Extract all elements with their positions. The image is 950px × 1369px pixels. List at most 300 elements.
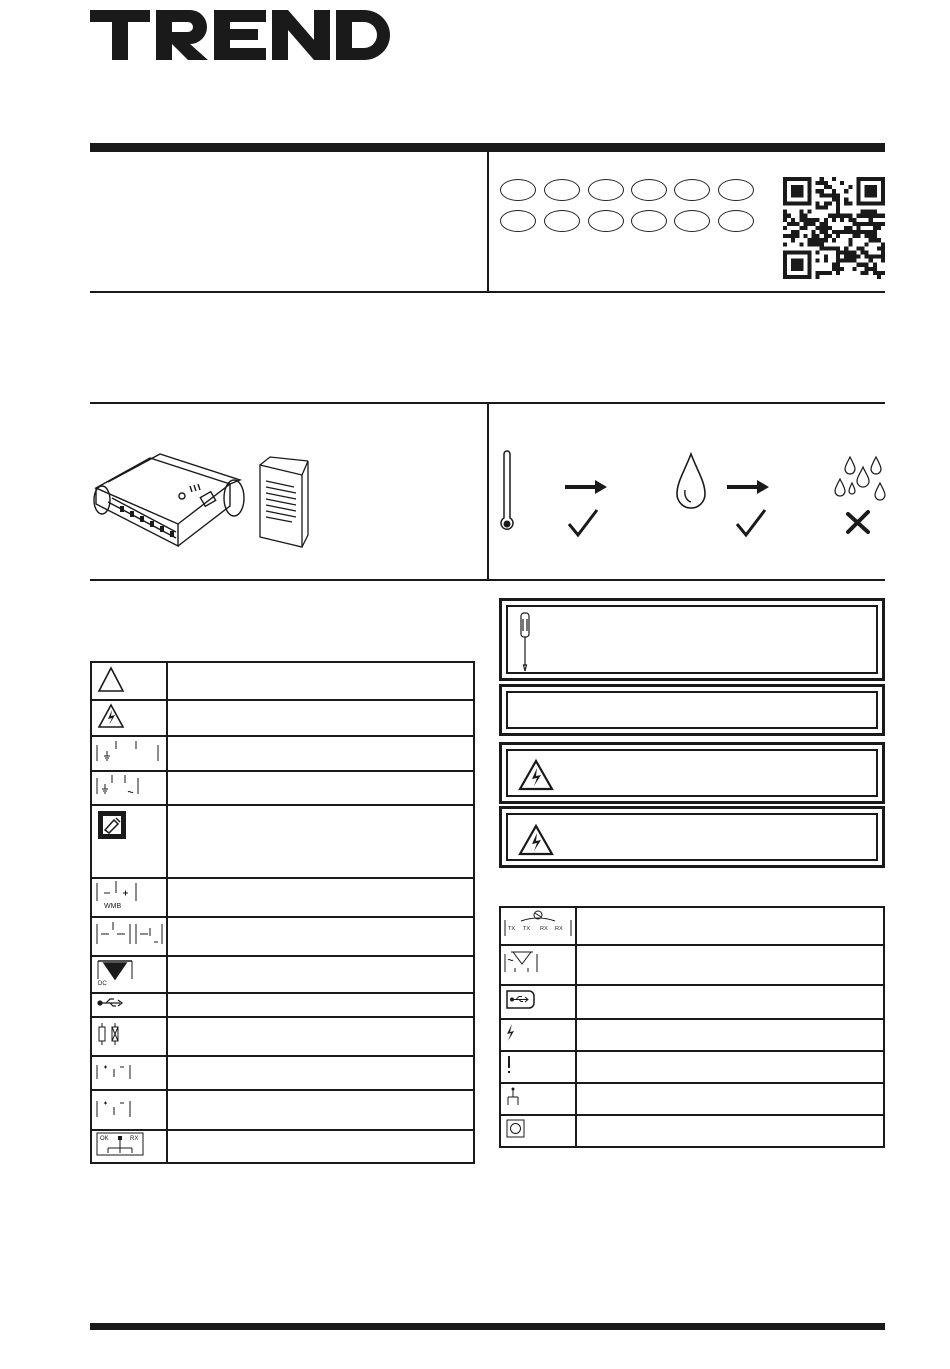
qr-module <box>816 242 820 246</box>
qr-module <box>816 259 820 263</box>
qr-module <box>869 230 873 234</box>
qr-module <box>832 193 836 197</box>
qr-module <box>787 177 791 181</box>
qr-module <box>832 218 836 222</box>
qr-module <box>783 201 787 205</box>
qr-module <box>795 230 799 234</box>
electric-shock-warning-box <box>499 742 885 804</box>
qr-module <box>836 271 840 275</box>
qr-module <box>791 259 795 263</box>
qr-module <box>783 250 787 254</box>
droplets-icon <box>830 455 888 503</box>
symbol-row <box>91 1056 474 1090</box>
qr-module <box>840 230 844 234</box>
qr-module <box>812 238 816 242</box>
qr-module <box>832 267 836 271</box>
symbol-description <box>576 1083 884 1115</box>
qr-module <box>799 250 803 254</box>
footer-rule <box>90 1323 885 1330</box>
svg-text:RX: RX <box>540 926 548 932</box>
qr-module <box>799 214 803 218</box>
qr-module <box>861 201 865 205</box>
screwdriver-icon <box>518 611 532 673</box>
qr-module <box>861 177 865 181</box>
qr-module <box>795 267 799 271</box>
language-oval[interactable] <box>588 210 624 232</box>
qr-module <box>881 189 885 193</box>
qr-module <box>803 201 807 205</box>
symbol-row <box>500 1083 884 1115</box>
qr-module <box>795 193 799 197</box>
qr-module <box>795 259 799 263</box>
language-oval[interactable] <box>631 179 667 201</box>
qr-module <box>852 230 856 234</box>
qr-module <box>877 255 881 259</box>
droplet-icon <box>674 452 708 512</box>
plus-minus-terminal-icon <box>91 1056 167 1090</box>
qr-module <box>836 259 840 263</box>
qr-module <box>824 259 828 263</box>
symbol-description <box>167 771 474 805</box>
qr-module <box>824 230 828 234</box>
symbol-row <box>500 907 884 945</box>
symbol-description <box>167 993 474 1017</box>
qr-module <box>799 263 803 267</box>
qr-module <box>844 250 848 254</box>
qr-module <box>869 214 873 218</box>
qr-module <box>840 181 844 185</box>
language-oval[interactable] <box>718 210 754 232</box>
qr-module <box>816 234 820 238</box>
qr-module <box>832 238 836 242</box>
qr-module <box>795 201 799 205</box>
qr-module <box>795 189 799 193</box>
qr-module <box>836 206 840 210</box>
qr-module <box>865 234 869 238</box>
qr-module <box>873 189 877 193</box>
qr-module <box>840 250 844 254</box>
cross-icon <box>844 510 872 536</box>
qr-module <box>799 177 803 181</box>
qr-module <box>852 267 856 271</box>
qr-module <box>812 218 816 222</box>
qr-module <box>807 181 811 185</box>
qr-module <box>865 185 869 189</box>
qr-module <box>816 201 820 205</box>
qr-module <box>840 214 844 218</box>
language-oval[interactable] <box>500 179 536 201</box>
qr-module <box>807 263 811 267</box>
network-icon <box>500 1083 576 1115</box>
qr-module <box>848 238 852 242</box>
qr-module <box>836 210 840 214</box>
qr-module <box>869 259 873 263</box>
qr-module <box>807 210 811 214</box>
svg-text:OK: OK <box>100 1136 109 1142</box>
qr-module <box>848 255 852 259</box>
qr-module <box>824 193 828 197</box>
qr-module <box>807 238 811 242</box>
language-oval[interactable] <box>674 179 710 201</box>
qr-module <box>791 267 795 271</box>
qr-module <box>807 197 811 201</box>
qr-module <box>844 214 848 218</box>
qr-module <box>865 255 869 259</box>
qr-module <box>877 201 881 205</box>
qr-module <box>791 189 795 193</box>
qr-module <box>832 214 836 218</box>
qr-module <box>820 242 824 246</box>
qr-module <box>795 222 799 226</box>
qr-module <box>852 234 856 238</box>
language-oval[interactable] <box>588 179 624 201</box>
qr-module <box>873 210 877 214</box>
qr-module <box>856 201 860 205</box>
qr-module <box>852 218 856 222</box>
symbol-row <box>91 700 474 736</box>
qr-module <box>877 271 881 275</box>
qr-module <box>807 271 811 275</box>
qr-module <box>844 201 848 205</box>
qr-module <box>869 189 873 193</box>
qr-module <box>877 275 881 279</box>
qr-module <box>807 177 811 181</box>
qr-module <box>783 181 787 185</box>
qr-module <box>877 226 881 230</box>
dual-terminal-icon <box>91 917 167 956</box>
qr-module <box>881 259 885 263</box>
symbol-description <box>167 662 474 700</box>
qr-module <box>828 234 832 238</box>
qr-module <box>836 193 840 197</box>
qr-module <box>812 222 816 226</box>
symbol-row <box>91 917 474 956</box>
manual-illustration <box>256 455 312 550</box>
language-oval[interactable] <box>718 179 754 201</box>
symbol-description <box>167 1130 474 1163</box>
qr-module <box>783 197 787 201</box>
qr-module <box>803 275 807 279</box>
qr-module <box>832 177 836 181</box>
usb-icon <box>91 993 167 1017</box>
qr-module <box>824 238 828 242</box>
controller-illustration <box>90 440 250 565</box>
qr-module <box>799 218 803 222</box>
qr-module <box>869 185 873 189</box>
qr-module <box>832 230 836 234</box>
qr-module <box>783 218 787 222</box>
qr-module <box>852 250 856 254</box>
qr-module <box>824 201 828 205</box>
qr-module <box>803 177 807 181</box>
language-oval[interactable] <box>544 210 580 232</box>
qr-module <box>873 271 877 275</box>
qr-module <box>840 259 844 263</box>
qr-module <box>861 214 865 218</box>
qr-module <box>824 222 828 226</box>
symbol-description <box>167 805 474 878</box>
qr-module <box>856 255 860 259</box>
wmb-terminal-icon <box>91 878 167 917</box>
qr-module <box>828 185 832 189</box>
qr-module <box>799 189 803 193</box>
qr-module <box>873 230 877 234</box>
qr-module <box>807 275 811 279</box>
qr-module <box>787 201 791 205</box>
qr-module <box>791 222 795 226</box>
svg-text:TX: TX <box>523 926 531 932</box>
qr-module <box>865 222 869 226</box>
qr-module <box>807 189 811 193</box>
earth-ac-terminal-icon <box>91 771 167 805</box>
qr-module <box>791 185 795 189</box>
symbol-row <box>500 985 884 1019</box>
qr-module <box>795 234 799 238</box>
qr-module <box>816 206 820 210</box>
qr-module <box>803 214 807 218</box>
symbol-description <box>167 1017 474 1056</box>
qr-module <box>836 267 840 271</box>
qr-module <box>861 250 865 254</box>
qr-module <box>848 185 852 189</box>
qr-module <box>881 222 885 226</box>
language-oval[interactable] <box>631 210 667 232</box>
symbol-description <box>167 956 474 993</box>
qr-module <box>848 201 852 205</box>
qr-module <box>856 193 860 197</box>
qr-module <box>856 263 860 267</box>
qr-module <box>873 214 877 218</box>
qr-module <box>820 181 824 185</box>
symbol-description <box>167 1090 474 1130</box>
qr-module <box>820 222 824 226</box>
qr-module <box>848 230 852 234</box>
qr-module <box>856 189 860 193</box>
symbol-row <box>500 1115 884 1147</box>
qr-module <box>828 214 832 218</box>
trend-logo <box>90 6 390 66</box>
qr-module <box>783 263 787 267</box>
qr-module <box>869 255 873 259</box>
qr-module <box>856 226 860 230</box>
notice-box <box>499 684 885 736</box>
svg-text:RX: RX <box>130 1136 139 1142</box>
qr-module <box>869 267 873 271</box>
qr-module <box>877 238 881 242</box>
svg-text:DC: DC <box>98 981 107 987</box>
qr-module <box>816 238 820 242</box>
qr-module <box>803 250 807 254</box>
qr-module <box>865 193 869 197</box>
qr-module <box>865 230 869 234</box>
symbol-row <box>91 662 474 700</box>
symbol-description <box>576 1019 884 1051</box>
tx-rx-comms-icon <box>500 907 576 945</box>
qr-module <box>869 234 873 238</box>
qr-module <box>783 259 787 263</box>
qr-module <box>873 201 877 205</box>
qr-module <box>844 230 848 234</box>
qr-module <box>873 185 877 189</box>
electric-shock-icon <box>91 700 167 736</box>
language-oval[interactable] <box>544 179 580 201</box>
qr-module <box>820 206 824 210</box>
qr-module <box>848 259 852 263</box>
header-rule <box>90 143 885 152</box>
qr-module <box>873 222 877 226</box>
qr-module <box>783 177 787 181</box>
qr-module <box>791 230 795 234</box>
qr-module <box>824 271 828 275</box>
qr-module <box>856 214 860 218</box>
language-selector <box>500 179 762 235</box>
qr-module <box>848 242 852 246</box>
qr-module <box>807 255 811 259</box>
qr-module <box>799 259 803 263</box>
qr-module <box>791 193 795 197</box>
symbol-description <box>576 1115 884 1147</box>
qr-module <box>824 234 828 238</box>
qr-module <box>869 218 873 222</box>
symbol-row <box>500 1019 884 1051</box>
qr-module <box>787 234 791 238</box>
ok-rx-network-icon <box>91 1130 167 1163</box>
qr-module <box>787 222 791 226</box>
check-icon <box>735 508 767 538</box>
qr-module <box>783 210 787 214</box>
qr-module <box>807 259 811 263</box>
qr-module <box>820 230 824 234</box>
qr-module <box>865 214 869 218</box>
qr-module <box>852 222 856 226</box>
qr-module <box>824 206 828 210</box>
section-divider <box>487 403 489 580</box>
language-oval[interactable] <box>500 210 536 232</box>
qr-module <box>844 246 848 250</box>
symbol-description <box>576 945 884 985</box>
qr-module <box>828 246 832 250</box>
qr-module <box>865 201 869 205</box>
qr-module <box>865 271 869 275</box>
qr-module <box>861 230 865 234</box>
qr-module <box>865 242 869 246</box>
qr-module <box>861 246 865 250</box>
symbol-row <box>91 956 474 993</box>
qr-module <box>799 201 803 205</box>
qr-module <box>816 250 820 254</box>
qr-module <box>832 189 836 193</box>
qr-module <box>816 218 820 222</box>
qr-module <box>820 177 824 181</box>
qr-module <box>869 177 873 181</box>
screwdriver-notice-box <box>499 598 885 681</box>
qr-module <box>791 238 795 242</box>
symbol-row <box>500 1051 884 1083</box>
check-icon <box>567 508 599 538</box>
qr-module <box>844 255 848 259</box>
button-icon <box>500 1115 576 1147</box>
qr-module <box>877 214 881 218</box>
qr-module <box>856 197 860 201</box>
dc-supply-icon <box>91 956 167 993</box>
fuse-icon <box>91 1017 167 1056</box>
qr-module <box>791 275 795 279</box>
qr-module <box>844 189 848 193</box>
qr-module <box>828 226 832 230</box>
symbol-description <box>576 1051 884 1083</box>
qr-module <box>795 250 799 254</box>
qr-module <box>795 263 799 267</box>
qr-module <box>799 193 803 197</box>
qr-module <box>824 255 828 259</box>
qr-module <box>836 197 840 201</box>
trend-logo-mark <box>90 6 390 66</box>
qr-module <box>783 267 787 271</box>
qr-module <box>803 222 807 226</box>
qr-module <box>836 214 840 218</box>
symbol-row <box>91 736 474 771</box>
qr-module <box>820 271 824 275</box>
qr-module <box>807 218 811 222</box>
plus-minus-terminal-icon-2 <box>91 1090 167 1130</box>
qr-module <box>812 234 816 238</box>
qr-module <box>877 246 881 250</box>
left-symbol-table <box>90 661 475 1164</box>
symbol-row <box>500 945 884 985</box>
usb-port-icon <box>500 985 576 1019</box>
qr-module <box>865 267 869 271</box>
qr-module <box>836 230 840 234</box>
qr-module <box>836 250 840 254</box>
qr-module <box>873 238 877 242</box>
right-symbol-table <box>499 906 885 1148</box>
qr-module <box>783 242 787 246</box>
qr-module <box>861 222 865 226</box>
qr-module <box>869 193 873 197</box>
qr-module <box>824 181 828 185</box>
qr-module <box>783 189 787 193</box>
qr-module <box>799 275 803 279</box>
qr-module <box>856 177 860 181</box>
qr-module <box>791 250 795 254</box>
qr-module <box>836 263 840 267</box>
qr-module <box>852 255 856 259</box>
qr-module <box>861 271 865 275</box>
qr-module <box>820 246 824 250</box>
symbol-row <box>91 993 474 1017</box>
symbol-description <box>167 736 474 771</box>
electric-shock-warning-icon <box>518 758 554 792</box>
qr-module <box>807 267 811 271</box>
section-rule <box>90 291 885 293</box>
qr-module <box>877 177 881 181</box>
language-oval[interactable] <box>674 210 710 232</box>
symbol-row <box>91 878 474 917</box>
qr-module <box>812 230 816 234</box>
qr-module <box>856 181 860 185</box>
svg-text:TX: TX <box>508 926 516 932</box>
qr-module <box>816 189 820 193</box>
qr-module <box>856 246 860 250</box>
qr-module <box>791 201 795 205</box>
qr-module <box>791 263 795 267</box>
qr-module <box>873 193 877 197</box>
qr-module <box>803 234 807 238</box>
qr-module <box>848 214 852 218</box>
qr-module <box>865 177 869 181</box>
qr-module <box>820 189 824 193</box>
qr-module <box>840 267 844 271</box>
